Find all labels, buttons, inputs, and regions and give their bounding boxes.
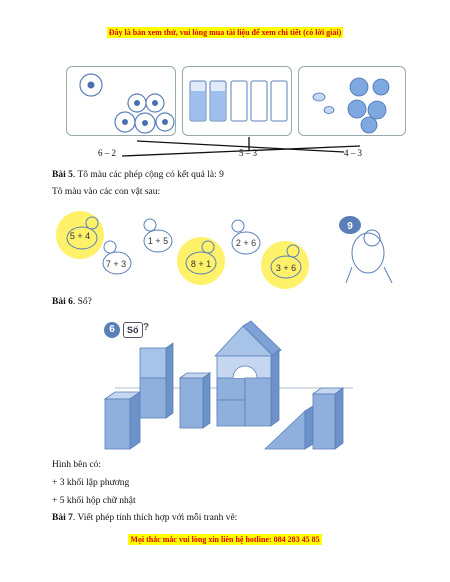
bai7-heading bbox=[52, 513, 237, 523]
bai5-title-rest: . Tô màu các phép cộng có kết quả là: 9 bbox=[72, 170, 224, 180]
bai6-title-rest: . Số? bbox=[72, 297, 92, 307]
figure-number-badge: 6 bbox=[104, 322, 120, 338]
hotline-banner bbox=[0, 535, 450, 544]
bai7-title-rest: . Viết phép tính thích hợp với mỗi tranh vẽ: bbox=[72, 513, 238, 523]
expression-2: 5 – 3 bbox=[239, 148, 257, 158]
bai6-caption: Hình bên có: bbox=[52, 460, 102, 470]
chick-expr-3: 1 + 5 bbox=[147, 236, 169, 246]
chick-expr-4: 8 + 1 bbox=[190, 259, 212, 269]
preview-banner-text: Đây là bản xem thử, vui lòng mua tài liệu để xem chi tiết (có lời giải) bbox=[108, 28, 342, 37]
bai5-heading bbox=[52, 170, 224, 180]
chick-expr-2: 7 + 3 bbox=[105, 259, 127, 269]
hotline-banner-text: Mọi thắc mắc vui lòng xin liên hệ hotline: 084 283 45 85 bbox=[130, 535, 320, 544]
chick-expr-6: 3 + 6 bbox=[275, 263, 297, 273]
chicks-illustration bbox=[50, 205, 410, 293]
bai5-title: Bài 5 bbox=[52, 170, 73, 180]
chick-expr-1: 5 + 4 bbox=[69, 231, 91, 241]
matching-lines bbox=[0, 0, 450, 170]
figure-so-label: Số bbox=[123, 322, 143, 338]
target-number: 9 bbox=[347, 221, 353, 232]
bai6-answer-1: + 3 khối lập phương bbox=[52, 478, 130, 488]
bai7-title: Bài 7 bbox=[52, 513, 73, 523]
bird-character bbox=[339, 216, 392, 283]
expression-1: 6 – 2 bbox=[98, 148, 116, 158]
figure-question-mark: ? bbox=[143, 322, 150, 333]
bai5-subtitle: Tô màu vào các con vật sau: bbox=[52, 187, 161, 197]
bai6-heading bbox=[52, 297, 92, 307]
expression-3: 4 – 3 bbox=[344, 148, 362, 158]
bai6-title: Bài 6 bbox=[52, 297, 73, 307]
bai6-answer-2: + 5 khối hộp chữ nhật bbox=[52, 496, 136, 506]
chick-expr-5: 2 + 6 bbox=[235, 238, 257, 248]
blocks-illustration bbox=[95, 316, 355, 456]
